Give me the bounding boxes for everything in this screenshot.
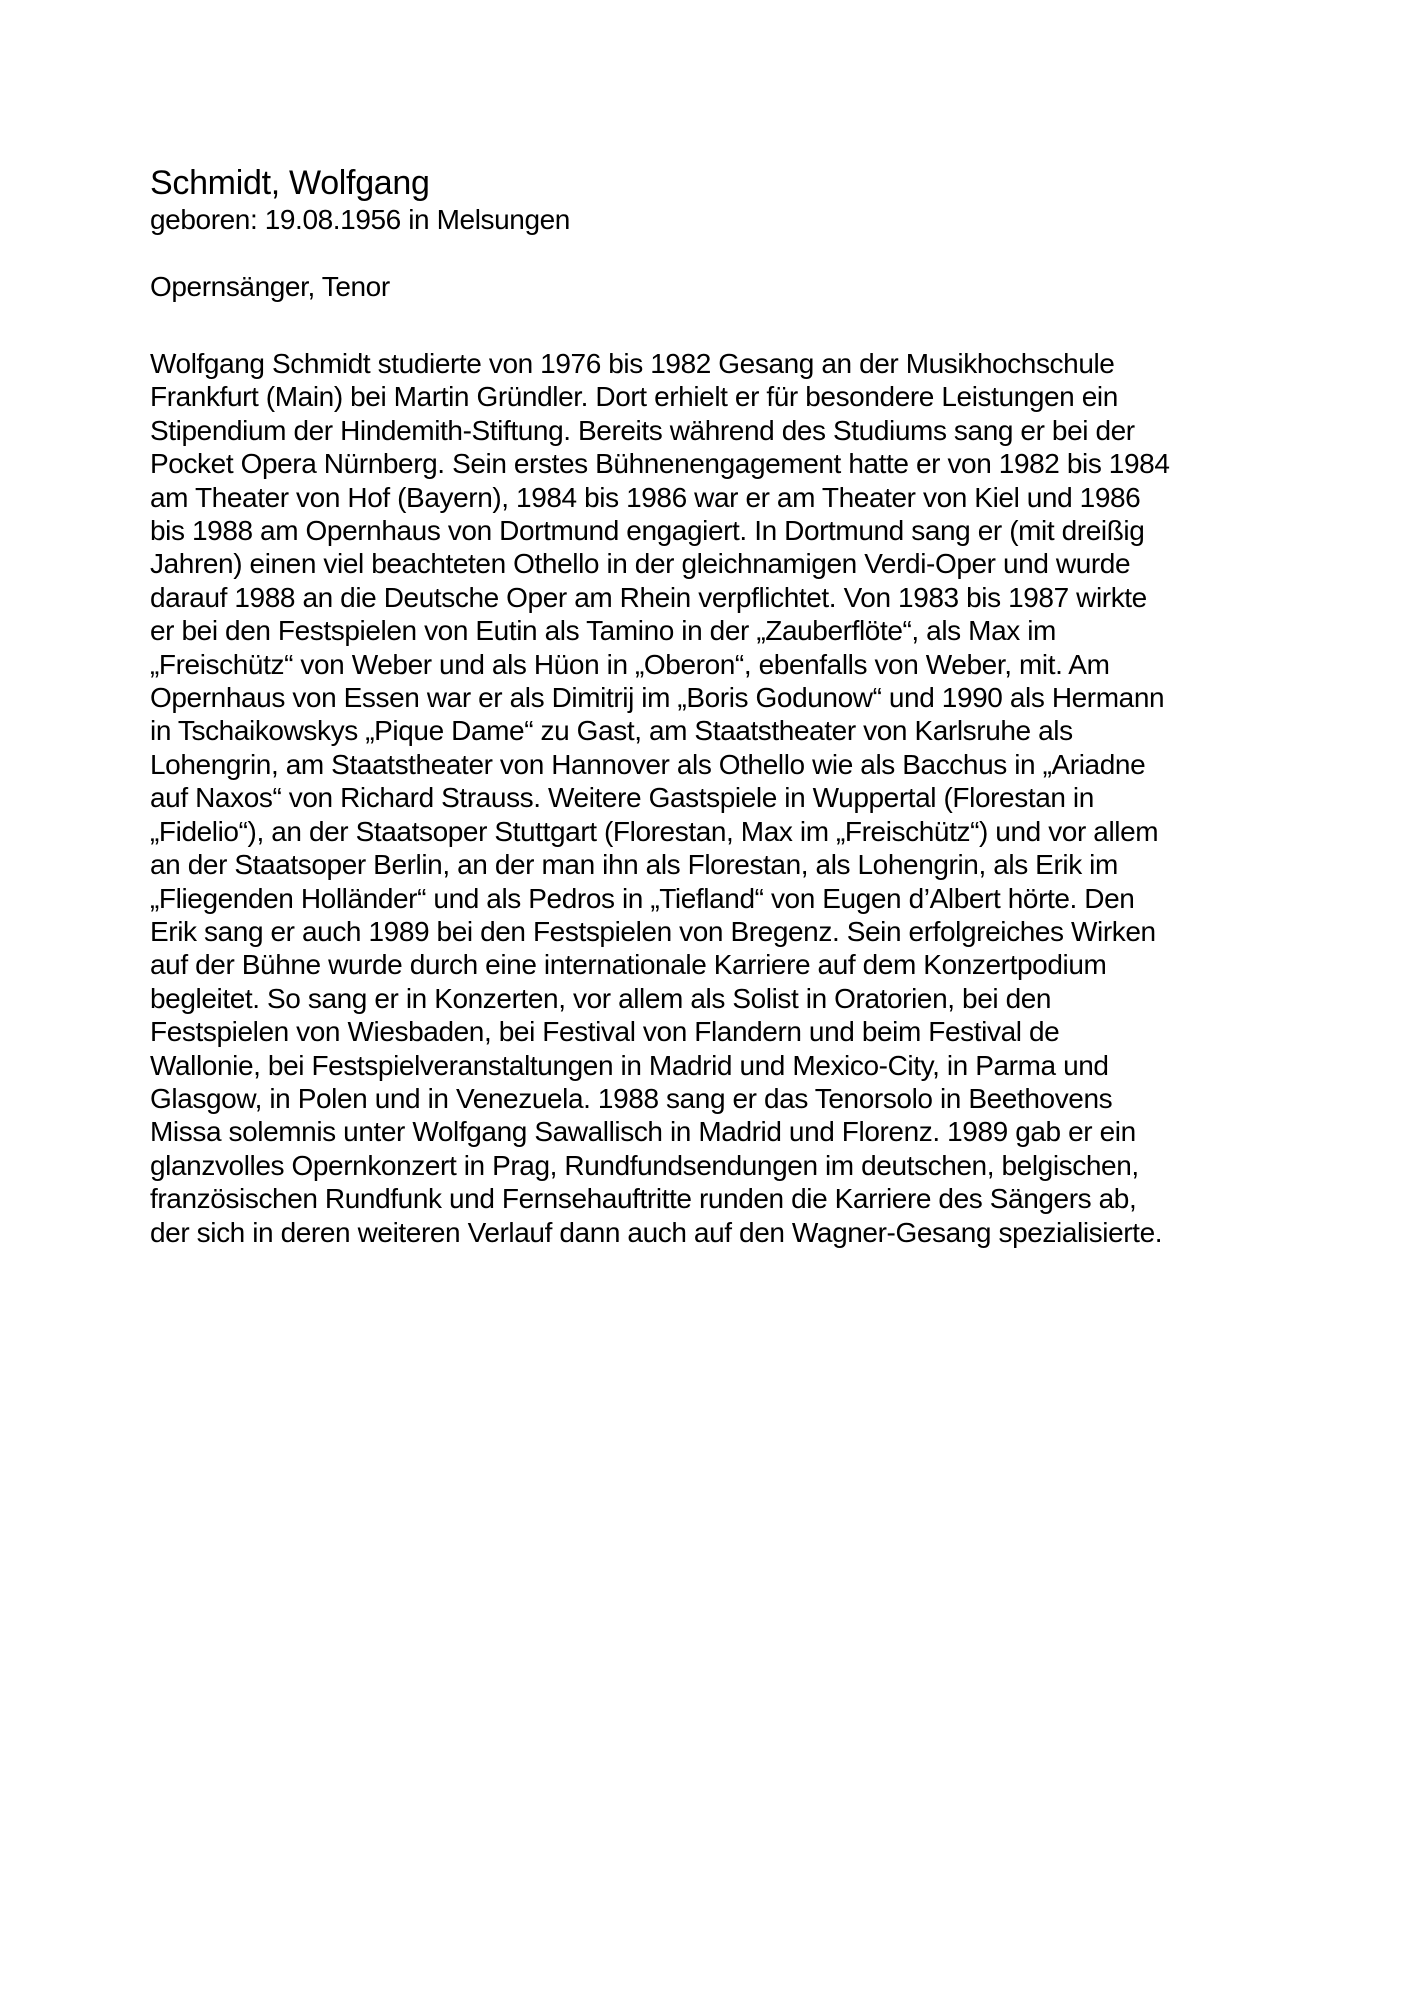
paragraph-line: begleitet. So sang er in Konzerten, vor allem als Solist in Oratorien, bei den [150,982,1052,1014]
paragraph-line: Wallonie, bei Festspielveranstaltungen in Madrid und Mexico-City, in Parma und [150,1049,1109,1081]
paragraph-line: am Theater von Hof (Bayern), 1984 bis 1986 war er am Theater von Kiel und 1986 [150,481,1141,513]
paragraph-line: darauf 1988 an die Deutsche Oper am Rhein verpflichtet. Von 1983 bis 1987 wirkte [150,581,1147,613]
paragraph-line: Frankfurt (Main) bei Martin Gründler. Dort erhielt er für besondere Leistungen ein [150,381,1118,413]
paragraph-line: Erik sang er auch 1989 bei den Festspielen von Bregenz. Sein erfolgreiches Wirken [150,915,1156,947]
paragraph-line: auf der Bühne wurde durch eine internationale Karriere auf dem Konzertpodium [150,949,1107,981]
page-title: Schmidt, Wolfgang [150,164,430,202]
paragraph-line: „Fliegenden Holländer“ und als Pedros in „Tiefland“ von Eugen d’Albert hörte. Den [150,882,1135,914]
biography-paragraph [150,347,1170,1249]
paragraph-line: in Tschaikowskys „Pique Dame“ zu Gast, am Staatstheater von Karlsruhe als [150,715,1073,747]
paragraph-line: er bei den Festspielen von Eutin als Tamino in der „Zauberflöte“, als Max im [150,615,1056,647]
paragraph-line: Pocket Opera Nürnberg. Sein erstes Bühnenengagement hatte er von 1982 bis 1984 [150,448,1170,480]
paragraph-line: „Fidelio“), an der Staatsoper Stuttgart (Florestan, Max im „Freischütz“) und vor allem [150,815,1159,847]
paragraph-line: Lohengrin, am Staatstheater von Hannover als Othello wie als Bacchus in „Ariadne [150,748,1146,780]
document-content [150,163,1170,1249]
paragraph-line: französischen Rundfunk und Fernsehauftritte runden die Karriere des Sängers ab, [150,1183,1137,1215]
paragraph-line: an der Staatsoper Berlin, an der man ihn als Florestan, als Lohengrin, als Erik im [150,849,1118,881]
paragraph-line: Glasgow, in Polen und in Venezuela. 1988 sang er das Tenorsolo in Beethovens [150,1082,1113,1114]
paragraph-line: Jahren) einen viel beachteten Othello in der gleichnamigen Verdi-Oper und wurde [150,548,1131,580]
paragraph-line: Opernhaus von Essen war er als Dimitrij im „Boris Godunow“ und 1990 als Hermann [150,682,1165,714]
paragraph-line: Stipendium der Hindemith-Stiftung. Bereits während des Studiums sang er bei der [150,414,1135,446]
paragraph-line: der sich in deren weiteren Verlauf dann auch auf den Wagner-Gesang spezialisierte. [150,1216,1163,1248]
paragraph-line: bis 1988 am Opernhaus von Dortmund engagiert. In Dortmund sang er (mit dreißig [150,515,1145,547]
profession-line: Opernsänger, Tenor [150,271,390,302]
paragraph-line: Festspielen von Wiesbaden, bei Festival von Flandern und beim Festival de [150,1016,1060,1048]
birth-line: geboren: 19.08.1956 in Melsungen [150,204,570,235]
paragraph-line: auf Naxos“ von Richard Strauss. Weitere Gastspiele in Wuppertal (Florestan in [150,782,1094,814]
paragraph-line: Missa solemnis unter Wolfgang Sawallisch in Madrid und Florenz. 1989 gab er ein [150,1116,1136,1148]
paragraph-line: glanzvolles Opernkonzert in Prag, Rundfundsendungen im deutschen, belgischen, [150,1149,1139,1181]
paragraph-line: „Freischütz“ von Weber und als Hüon in „Oberon“, ebenfalls von Weber, mit. Am [150,648,1110,680]
paragraph-line: Wolfgang Schmidt studierte von 1976 bis 1982 Gesang an der Musikhochschule [150,348,1115,379]
